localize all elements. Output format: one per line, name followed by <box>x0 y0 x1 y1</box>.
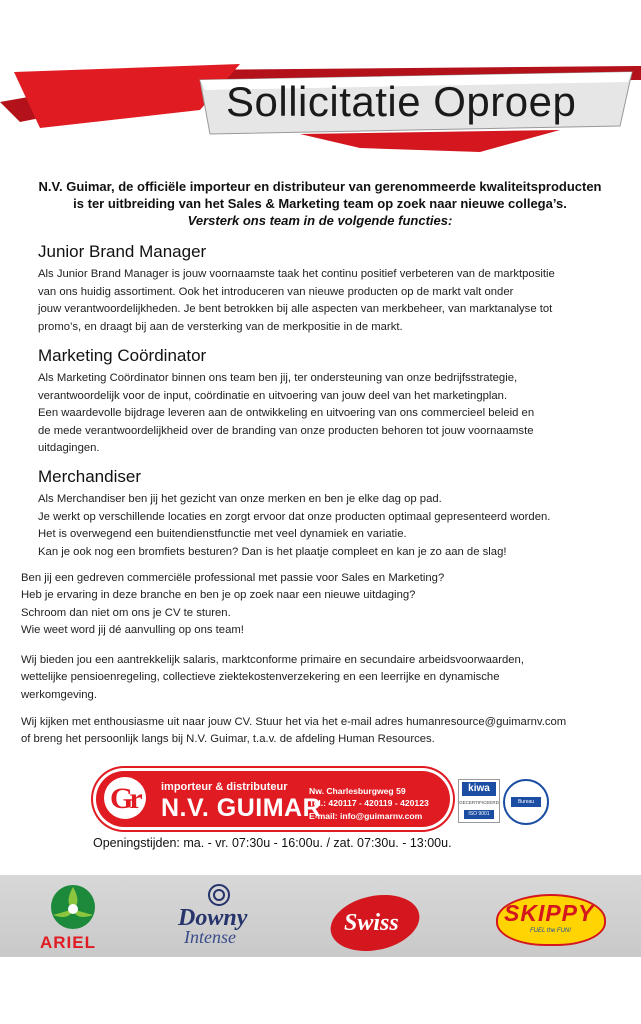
questions-block <box>21 570 626 640</box>
swiss-logo: Swiss <box>326 888 426 952</box>
page-title: Sollicitatie Oproep <box>226 78 577 125</box>
job-title: Merchandiser <box>38 467 141 486</box>
company-phone: Tel.: 420117 - 420119 - 420123 <box>309 798 429 809</box>
offer-line: werkomgeving. <box>21 688 97 701</box>
company-tagline: importeur & distributeur <box>161 781 288 793</box>
question-line: Wie weet word jij dé aanvulling op ons team! <box>21 624 244 637</box>
question-line: Heb je ervaring in deze branche en ben je op zoek naar een nieuwe uitdaging? <box>21 589 416 602</box>
job-text: de mede verantwoordelijkheid over de branding van onze producten behoren tot jouw voornaamste <box>38 424 534 437</box>
company-email: E-mail: info@guimarnv.com <box>309 810 423 821</box>
offer-line: wettelijke pensioenregeling, collectieve ziektekostenverzekering en een leerrijke en dynamische <box>21 671 500 684</box>
job-text: promo’s, en draagt bij aan de versterking van de merkpositie in de markt. <box>38 320 403 333</box>
job-text: Het is overwegend een buitendienstfunctie met veel dynamiek en variatie. <box>38 528 407 541</box>
job-text: Kan je ook nog een bromfiets besturen? Dan is het plaatje compleet en kan je zo aan de slag! <box>38 545 507 558</box>
intro-subtitle: Versterk ons team in de volgende functies: <box>187 213 453 228</box>
job-title: Junior Brand Manager <box>38 242 207 261</box>
job-marketing-coordinator <box>38 346 618 458</box>
skippy-logo: SKIPPY FUEL the FUN! <box>496 888 602 948</box>
job-title: Marketing Coördinator <box>38 346 207 365</box>
job-text: verantwoordelijk voor de input, coördinatie en uitvoering van jouw deel van het marketingplan. <box>38 389 508 402</box>
job-merchandiser <box>38 467 618 561</box>
certification-seal-icon: Bureau <box>503 779 549 825</box>
job-text: Als Merchandiser ben jij het gezicht van onze merken en ben je elke dag op pad. <box>38 493 442 505</box>
downy-logo: Downy Intense <box>170 883 270 953</box>
job-text: Je werkt op verschillende locaties en zorgt ervoor dat onze producten optimaal gepresenteerd worden. <box>38 510 551 523</box>
offer-block <box>21 652 626 704</box>
job-text: Een waardevolle bijdrage leveren aan de ontwikkeling en uitvoering van ons commercieel beleid en <box>38 407 535 420</box>
apply-block <box>21 714 626 749</box>
intro-line: is ter uitbreiding van het Sales & Marketing team op zoek naar nieuwe collega’s. <box>73 196 567 211</box>
question-line: Ben jij een gedreven commerciële professional met passie voor Sales en Marketing? <box>21 572 445 584</box>
opening-hours: Openingstijden: ma. - vr. 07:30u - 16:00u. / zat. 07:30u. - 13:00u. <box>93 836 452 850</box>
intro-line: N.V. Guimar, de officiële importeur en distributeur van gerenommeerde kwaliteitsproducten <box>38 179 602 194</box>
question-line: Schroom dan niet om ons je CV te sturen. <box>21 606 231 619</box>
job-text: van ons huidig assortiment. Ook het introduceren van nieuwe producten op de markt valt onder <box>38 285 514 298</box>
job-text: jouw verantwoordelijkheden. Je bent betrokken bij alle aspecten van merkbeheer, van marktanalyse tot <box>38 303 553 316</box>
kiwa-cert-icon: kiwa GECERTIFICEERD ISO 9001 <box>458 779 500 823</box>
company-contact <box>309 785 429 822</box>
job-text: uitdagingen. <box>38 442 100 455</box>
company-name: N.V. GUIMAR <box>161 794 322 822</box>
offer-line: Wij bieden jou een aantrekkelijk salaris, marktconforme primaire en secundaire arbeidsvoorwaarden, <box>21 654 524 666</box>
ariel-swirl-icon <box>30 881 116 937</box>
job-junior-brand-manager <box>38 242 618 336</box>
ariel-logo: ARIEL <box>30 881 116 953</box>
company-monogram-icon: Gr <box>104 777 146 819</box>
intro-text <box>30 178 610 229</box>
company-address: Nw. Charlesburgweg 59 <box>309 786 406 796</box>
apply-line: Wij kijken met enthousiasme uit naar jouw CV. Stuur het via het e-mail adres humanresource@guimarnv.com <box>21 716 567 728</box>
job-text: Als Junior Brand Manager is jouw voornaamste taak het continu positief verbeteren van de marktpositie <box>38 268 555 280</box>
apply-line: of breng het persoonlijk langs bij N.V. Guimar, t.a.v. de afdeling Human Resources. <box>21 733 435 746</box>
downy-flower-icon <box>204 883 234 907</box>
job-text: Als Marketing Coördinator binnen ons team ben jij, ter ondersteuning van onze bedrijfsstrategie, <box>38 372 518 384</box>
